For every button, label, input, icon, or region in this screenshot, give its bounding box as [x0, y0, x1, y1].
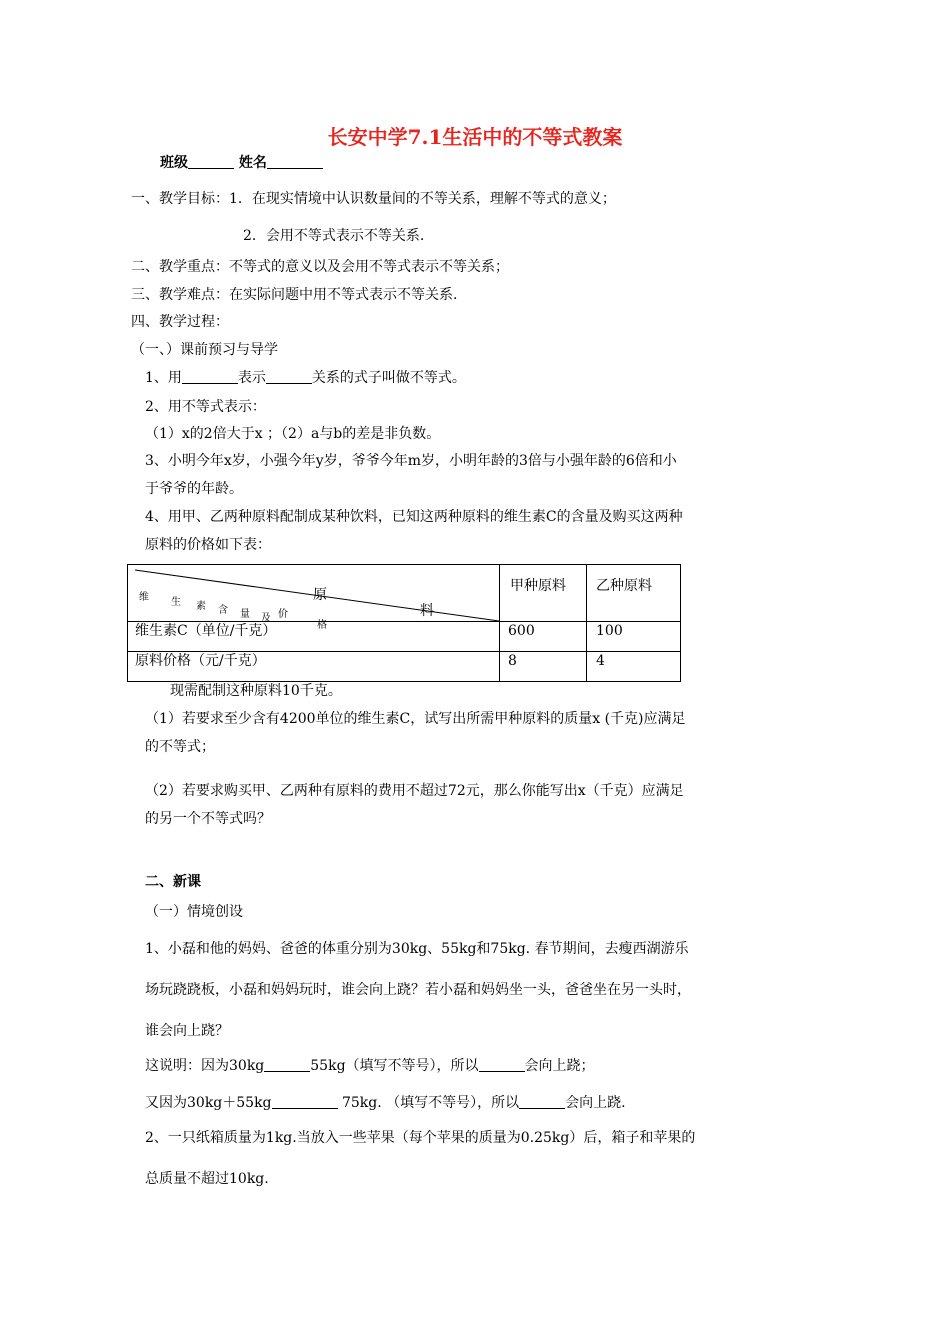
preview-q3-line-1: 3、小明今年x岁，小强今年y岁，爷爷今年m岁，小明年龄的3倍与小强年龄的6倍和小 — [145, 453, 677, 469]
new-lesson-sub: （一）情境创设 — [145, 904, 243, 920]
explain-line-2 — [145, 1094, 626, 1112]
preview-q1 — [145, 369, 466, 387]
col-header-b: 乙种原料 — [596, 578, 652, 594]
explain2-blank-1[interactable] — [272, 1094, 338, 1109]
class-blank[interactable] — [188, 154, 234, 169]
row-2-label: 原料价格（元/千克） — [135, 653, 266, 669]
diag-char-6: 及 — [261, 613, 271, 624]
explain2-part-c: 会向上跷. — [565, 1095, 626, 1111]
explain2-blank-2[interactable] — [519, 1094, 565, 1109]
document-title: 长安中学7.1生活中的不等式教案 — [327, 125, 623, 149]
row-2-value-a: 8 — [508, 653, 517, 669]
col-header-a: 甲种原料 — [510, 578, 566, 594]
scenario-1-line-2: 场玩跷跷板，小磊和妈妈玩时，谁会向上跷？若小磊和妈妈坐一头，爸爸坐在另一头时， — [145, 982, 691, 998]
diag-char-3: 素 — [196, 601, 206, 612]
diag-char-5: 量 — [240, 609, 250, 620]
name-label: 姓名 — [238, 155, 267, 171]
after-table-p2-line-2: 的另一个不等式吗？ — [145, 811, 271, 827]
preview-q2-sub: （1）x的2倍大于x ；（2）a与b的差是非负数。 — [145, 426, 441, 442]
preview-q2: 2、用不等式表示： — [145, 399, 266, 415]
difficulties: 三、教学难点：在实际问题中用不等式表示不等关系. — [131, 287, 458, 303]
q1-part-b: 表示 — [237, 370, 266, 386]
scenario-2-line-1: 2、一只纸箱质量为1kg.当放入一些苹果（每个苹果的质量为0.25kg）后，箱子和苹果的 — [145, 1130, 696, 1146]
q1-part-a: 1、用 — [145, 370, 182, 386]
q1-part-c: 关系的式子叫做不等式。 — [311, 370, 466, 386]
explain2-part-a: 又因为30kg＋55kg — [145, 1095, 272, 1111]
explain2-part-b: 75kg. （填写不等号），所以 — [337, 1095, 520, 1111]
ingredient-table — [127, 564, 681, 682]
after-table-p2-line-1: （2）若要求购买甲、乙两种有原料的费用不超过72元，那么你能写出x（千克）应满足 — [145, 783, 684, 799]
class-name-line — [160, 154, 323, 172]
explain1-part-a: 这说明：因为30kg — [145, 1058, 265, 1074]
preview-q4-line-2: 原料的价格如下表： — [145, 537, 271, 553]
key-points: 二、教学重点：不等式的意义以及会用不等式表示不等关系； — [131, 259, 509, 275]
diag-char-7: 价 — [278, 609, 288, 620]
explain1-part-b: 55kg（填写不等号），所以 — [310, 1058, 479, 1074]
diag-char-2: 生 — [171, 597, 181, 608]
diag-top-a: 原 — [313, 587, 327, 603]
goals-line-1: 一、教学目标：1．在现实情境中认识数量间的不等关系，理解不等式的意义； — [131, 191, 616, 207]
class-label: 班级 — [160, 155, 188, 171]
after-table-p1-line-2: 的不等式； — [145, 739, 215, 755]
after-table-now: 现需配制这种原料10千克。 — [170, 683, 342, 699]
process-heading: 四、教学过程： — [131, 314, 229, 330]
q1-blank-2[interactable] — [266, 369, 312, 384]
scenario-1-line-3: 谁会向上跷？ — [145, 1023, 229, 1039]
goals-line-2: 2．会用不等式表示不等关系. — [243, 228, 425, 244]
preview-q3-line-2: 于爷爷的年龄。 — [145, 481, 243, 497]
diag-char-1: 维 — [139, 592, 149, 603]
diag-char-4: 含 — [218, 605, 228, 616]
scenario-1-line-1: 1、小磊和他的妈妈、爸爸的体重分别为30kg、55kg和75kg. 春节期间，去瘦西湖游乐 — [145, 941, 689, 957]
after-table-p1-line-1: （1）若要求至少含有4200单位的维生素C，试写出所需甲种原料的质量x (千克)应满足 — [145, 711, 686, 727]
row-2-value-b: 4 — [596, 653, 605, 669]
explain1-blank-1[interactable] — [264, 1057, 310, 1072]
diag-top-b: 料 — [420, 603, 434, 619]
preview-q4-line-1: 4、用甲、乙两种原料配制成某种饮料，已知这两种原料的维生素C的含量及购买这两种 — [145, 509, 683, 525]
explain1-part-c: 会向上跷； — [524, 1058, 595, 1074]
row-1-value-b: 100 — [596, 623, 623, 639]
explain-line-1 — [145, 1057, 595, 1075]
name-blank[interactable] — [267, 154, 323, 169]
explain1-blank-2[interactable] — [479, 1057, 525, 1072]
diag-char-8: 格 — [317, 620, 327, 631]
scenario-2-line-2: 总质量不超过10kg. — [145, 1171, 269, 1187]
new-lesson-heading: 二、新课 — [145, 874, 201, 890]
row-1-label: 维生素C（单位/千克） — [135, 623, 277, 639]
q1-blank-1[interactable] — [182, 369, 238, 384]
preview-heading: （一、）课前预习与导学 — [131, 342, 278, 358]
row-1-value-a: 600 — [508, 623, 535, 639]
